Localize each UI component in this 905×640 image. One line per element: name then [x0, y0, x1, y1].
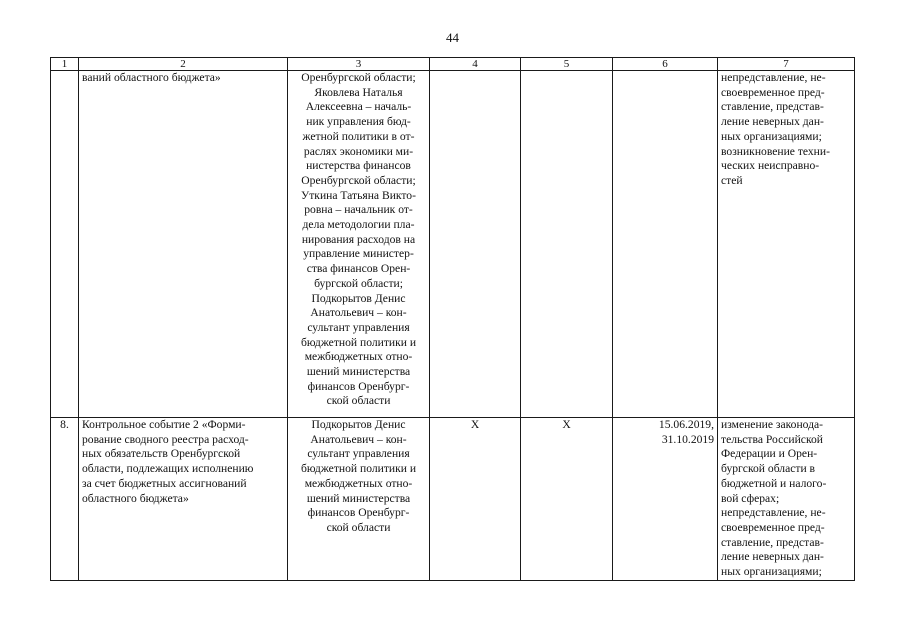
column-5-cell	[521, 71, 613, 418]
text-line: непредставление, не-	[721, 506, 826, 520]
text-line: бюджетной политики и	[300, 462, 417, 476]
text-line: финансов Оренбург-	[307, 379, 410, 393]
text-line: изменение законода-	[721, 418, 824, 431]
table-row	[51, 71, 855, 418]
text-line: ных организациями;	[721, 565, 822, 579]
text-line: своевременное пред-	[721, 520, 825, 534]
column-header-7: 7	[718, 58, 855, 71]
row-number-cell: 8.	[51, 418, 79, 581]
text-line: Оренбургской области;	[301, 71, 416, 84]
table-row	[51, 418, 855, 581]
column-4-cell	[430, 71, 521, 418]
text-line: рование сводного реестра расход-	[82, 432, 249, 446]
text-line: возникновение техни-	[721, 144, 830, 158]
text-line: сультант управления	[307, 447, 410, 461]
text-line: нирования расходов на	[301, 232, 416, 246]
date-cell	[613, 418, 718, 581]
column-header-5: 5	[521, 58, 613, 71]
text-line: нистерства финансов	[306, 159, 411, 173]
text-line: Яковлева Наталья	[314, 85, 403, 99]
text-line: Анатольевич – кон-	[310, 432, 407, 446]
text-line: шений министерства	[306, 365, 411, 379]
text-line: раслях экономики ми-	[303, 144, 414, 158]
text-line: ление неверных дан-	[721, 550, 824, 564]
text-line: бургской области;	[314, 276, 403, 290]
page-number: 44	[446, 30, 459, 45]
text-line: вой сферах;	[721, 491, 780, 505]
text-line: финансов Оренбург-	[307, 506, 410, 520]
column-5-cell: Х	[521, 418, 613, 581]
text-line: ставление, представ-	[721, 535, 824, 549]
text-line: ник управления бюд-	[306, 115, 411, 129]
text-line: ства финансов Орен-	[306, 262, 411, 276]
text-line: ставление, представ-	[721, 100, 824, 114]
date-cell	[613, 71, 718, 418]
text-line: области, подлежащих исполнению	[82, 462, 254, 476]
text-line: Уткина Татьяна Викто-	[301, 188, 416, 202]
text-line: Федерации и Орен-	[721, 447, 818, 461]
column-header-3: 3	[288, 58, 430, 71]
risk-cell	[718, 418, 855, 581]
text-line: бургской области в	[721, 462, 816, 476]
text-line: дела методологии пла-	[302, 218, 415, 232]
text-line: ческих неисправно-	[721, 159, 820, 173]
column-header-6: 6	[613, 58, 718, 71]
text-line: стей	[721, 173, 743, 187]
text-line: Подкорытов Денис	[311, 418, 406, 431]
text-line: межбюджетных отно-	[304, 476, 413, 490]
text-line: бюджетной политики и	[300, 335, 417, 349]
text-line: управление министер-	[303, 247, 414, 261]
text-line: за счет бюджетных ассигнований	[82, 476, 247, 490]
text-line: Алексеевна – началь-	[305, 100, 412, 114]
text-line: ных обязательств Оренбургской	[82, 447, 241, 461]
text-line: межбюджетных отно-	[304, 350, 413, 364]
responsible-cell	[288, 71, 430, 418]
text-line: Контрольное событие 2 «Форми-	[82, 418, 246, 431]
text-line: бюджетной и налого-	[721, 476, 827, 490]
text-line: своевременное пред-	[721, 85, 825, 99]
text-line: Подкорытов Денис	[311, 291, 406, 305]
text-line: ваний областного бюджета»	[82, 71, 221, 84]
column-header-2: 2	[79, 58, 288, 71]
plan-table	[50, 57, 855, 581]
text-line: Анатольевич – кон-	[310, 306, 407, 320]
text-line: областного бюджета»	[82, 491, 189, 505]
text-line: Оренбургской области;	[301, 173, 416, 187]
text-line: тельства Российской	[721, 432, 823, 446]
date-line: 15.06.2019,	[658, 418, 714, 431]
text-line: ровна – начальник от-	[304, 203, 413, 217]
column-4-cell: Х	[430, 418, 521, 581]
event-name-cell	[79, 71, 288, 418]
risk-cell	[718, 71, 855, 418]
column-header-1: 1	[51, 58, 79, 71]
date-line: 31.10.2019	[661, 432, 714, 446]
text-line: ской области	[326, 520, 391, 534]
text-line: ской области	[326, 394, 391, 408]
row-number-cell	[51, 71, 79, 418]
event-name-cell	[79, 418, 288, 581]
text-line: шений министерства	[306, 491, 411, 505]
text-line: сультант управления	[307, 320, 410, 334]
text-line: жетной политики в от-	[302, 129, 415, 143]
column-header-4: 4	[430, 58, 521, 71]
responsible-cell	[288, 418, 430, 581]
header-row	[51, 58, 855, 71]
text-line: ление неверных дан-	[721, 115, 824, 129]
text-line: ных организациями;	[721, 129, 822, 143]
text-line: непредставление, не-	[721, 71, 826, 84]
